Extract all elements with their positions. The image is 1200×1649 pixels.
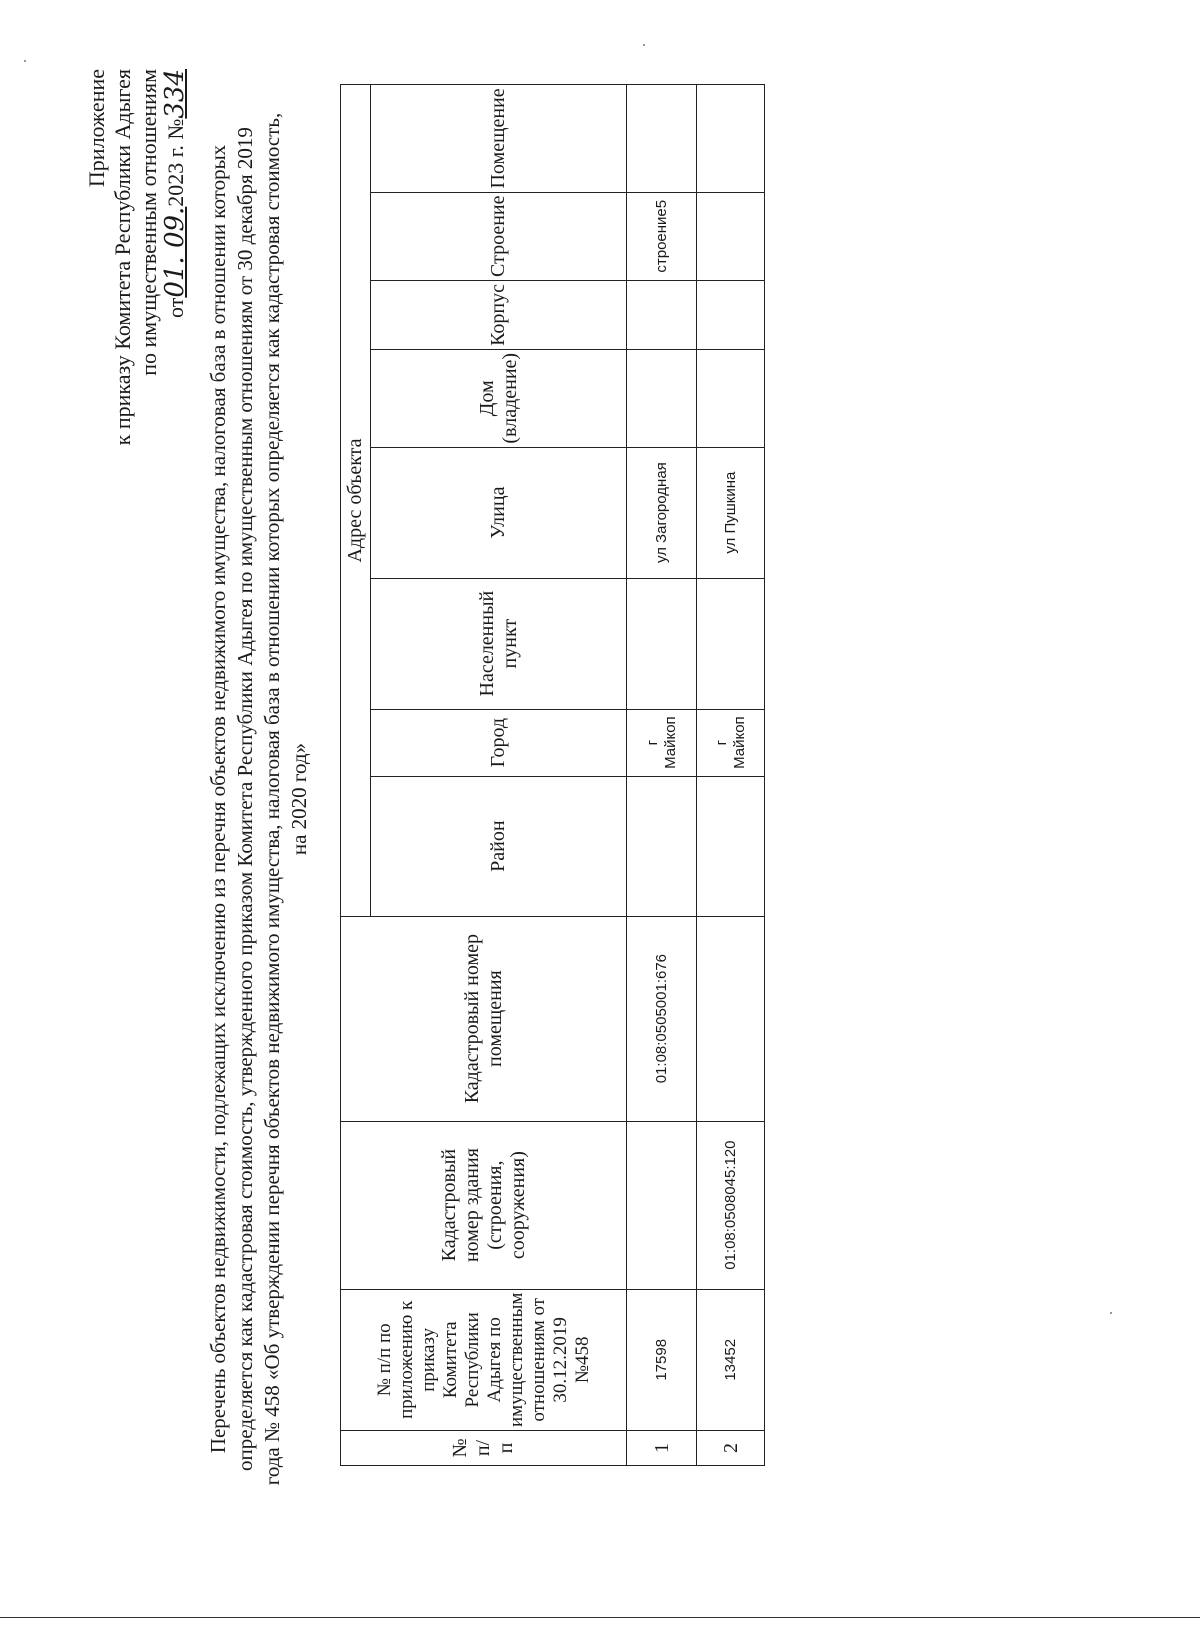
header-city: Город <box>371 709 627 776</box>
header-house: Дом (владение) <box>371 349 627 447</box>
cell-room-cadastral: 01:08:0505001:676 <box>627 916 697 1121</box>
cell-num: 1 <box>627 1431 697 1466</box>
scan-edge-line <box>0 1617 1200 1618</box>
cell-room <box>697 85 765 192</box>
header-num: № п/ п <box>341 1431 627 1466</box>
header-room: Помещение <box>371 85 627 192</box>
cell-block <box>697 280 765 349</box>
header-street: Улица <box>371 447 627 578</box>
cell-district <box>627 776 697 916</box>
appendix-title: Приложение <box>84 69 109 188</box>
header-settlement: Населенный пункт <box>371 578 627 709</box>
cell-building-cadastral <box>627 1121 697 1289</box>
cell-num: 2 <box>697 1431 765 1466</box>
header-room-cadastral: Кадастровый номер помещения <box>341 916 627 1121</box>
cell-house <box>697 349 765 447</box>
cell-settlement <box>627 578 697 709</box>
cell-city: г Майкоп <box>627 709 697 776</box>
appendix-year: 2023 г. № <box>163 118 188 207</box>
cell-appendix-num: 17598 <box>627 1289 697 1430</box>
cell-street: ул Пушкина <box>697 447 765 578</box>
header-block: Корпус <box>371 280 627 349</box>
handwritten-date: 01. 09. <box>160 206 190 298</box>
cell-appendix-num: 13452 <box>697 1289 765 1430</box>
objects-table-wrap <box>340 84 765 1466</box>
cell-district <box>697 776 765 916</box>
cell-block <box>627 280 697 349</box>
cell-house <box>627 349 697 447</box>
cell-street: ул Загородная <box>627 447 697 578</box>
header-building-cadastral: Кадастровый номер здания (строения, сооружения) <box>341 1121 627 1289</box>
appendix-from: от <box>163 297 188 318</box>
header-row-1 <box>341 85 371 1466</box>
cell-structure <box>697 192 765 280</box>
header-structure: Строение <box>371 192 627 280</box>
appendix-block <box>84 69 189 589</box>
table-row <box>627 85 697 1466</box>
document-heading: Перечень объектов недвижимости, подлежащих исключению из перечня объектов недвижимого имущества, налоговая база в отношении которых определяется как кадастровая стоимость, утвержденного приказом Комитета Республики Адыгея по имущественным отношениям от 30 декабря 2019 года № 458 «Об утверждении перечня объектов недвижимого имущества, налоговая база в отношении которых определяется как кадастровая стоимость, на 2020 год» <box>206 112 311 1486</box>
appendix-date-line <box>162 69 189 589</box>
cell-building-cadastral: 01:08:0508045:120 <box>697 1121 765 1289</box>
header-appendix-num: № п/п по приложению к приказу Комитета Республики Адыгея по имущественным отношениям от 30.12.2019 №458 <box>341 1289 627 1430</box>
header-address-group: Адрес объекта <box>341 85 371 916</box>
cell-city: г Майкоп <box>697 709 765 776</box>
handwritten-number: 334 <box>160 69 190 119</box>
appendix-line-dept: по имущественным отношениям <box>136 69 161 376</box>
table-row <box>697 85 765 1466</box>
cell-settlement <box>697 578 765 709</box>
header-district: Район <box>371 776 627 916</box>
cell-room <box>627 85 697 192</box>
cell-room-cadastral <box>697 916 765 1121</box>
scan-dust <box>1110 1312 1112 1314</box>
objects-table <box>340 84 765 1466</box>
scan-dust <box>643 44 645 46</box>
scan-dust <box>24 60 26 62</box>
appendix-line-order: к приказу Комитета Республики Адыгея <box>110 69 135 446</box>
cell-structure: строение5 <box>627 192 697 280</box>
